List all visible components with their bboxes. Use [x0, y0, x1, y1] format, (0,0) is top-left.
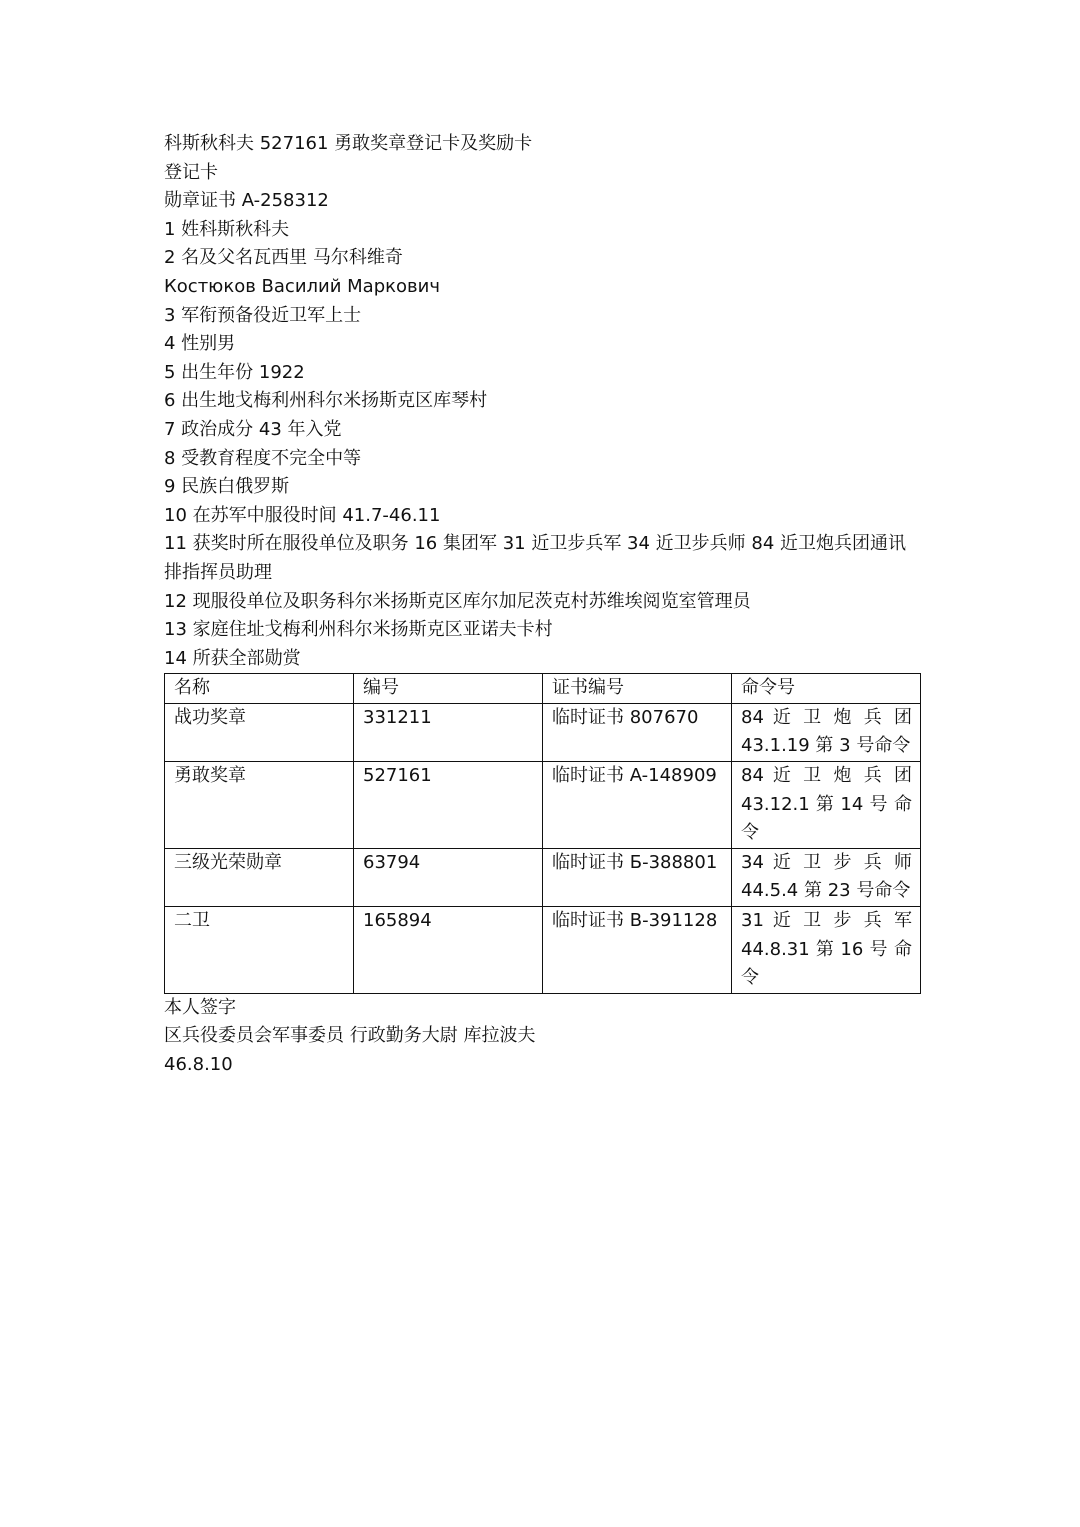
commissioner-line: 区兵役委员会军事委员 行政勤务大尉 库拉波夫	[164, 1025, 536, 1047]
header-order-number: 命令号	[732, 674, 921, 704]
header-award-number: 编号	[354, 674, 543, 704]
document-subtitle: 登记卡	[164, 161, 218, 183]
order-number-cell: 31 近 卫 步 兵 军 44.8.31 第 16 号 命 令	[732, 907, 921, 994]
award-number-cell: 63794	[354, 848, 543, 906]
field-home-address: 13 家庭住址戈梅利州科尔米扬斯克区亚诺夫卡村	[164, 619, 553, 641]
award-number-cell: 527161	[354, 762, 543, 849]
field-nationality: 9 民族白俄罗斯	[164, 476, 290, 498]
award-number-cell: 331211	[354, 703, 543, 761]
certificate-number-cell: 临时证书 B-391128	[543, 907, 732, 994]
certificate-number-cell: 临时证书 807670	[543, 703, 732, 761]
field-gender: 4 性别男	[164, 333, 236, 355]
certificate-number-cell: 临时证书 A-148909	[543, 762, 732, 849]
table-row	[165, 703, 921, 761]
certificate-number: 勋章证书 A-258312	[164, 190, 329, 212]
awards-table	[164, 673, 921, 994]
header-certificate-number: 证书编号	[543, 674, 732, 704]
document-body	[164, 130, 920, 1080]
field-name-patronymic: 2 名及父名瓦西里 马尔科维奇	[164, 247, 403, 269]
award-name-cell: 战功奖章	[165, 703, 354, 761]
field-current-unit: 12 现服役单位及职务科尔米扬斯克区库尔加尼茨克村苏维埃阅览室管理员	[164, 590, 751, 612]
field-birth-year: 5 出生年份 1922	[164, 361, 305, 383]
field-service-period: 10 在苏军中服役时间 41.7-46.11	[164, 504, 441, 526]
table-row	[165, 907, 921, 994]
field-political-status: 7 政治成分 43 年入党	[164, 418, 342, 440]
order-number-cell: 84 近 卫 炮 兵 团 43.12.1 第 14 号 命 令	[732, 762, 921, 849]
award-name-cell: 三级光荣勋章	[165, 848, 354, 906]
order-number-cell: 84 近 卫 炮 兵 团 43.1.19 第 3 号命令	[732, 703, 921, 761]
field-russian-name: Костюков Василий Маркович	[164, 275, 440, 297]
document-title: 科斯秋科夫 527161 勇敢奖章登记卡及奖励卡	[164, 133, 533, 154]
field-all-awards: 14 所获全部勋赏	[164, 647, 301, 669]
award-number-cell: 165894	[354, 907, 543, 994]
header-award-name: 名称	[165, 674, 354, 704]
award-name-cell: 勇敢奖章	[165, 762, 354, 849]
table-row	[165, 762, 921, 849]
table-row	[165, 848, 921, 906]
certificate-number-cell: 临时证书 Б-388801	[543, 848, 732, 906]
signature-line: 本人签字	[164, 996, 236, 1018]
award-name-cell: 二卫	[165, 907, 354, 994]
field-unit-at-award: 11 获奖时所在服役单位及职务 16 集团军 31 近卫步兵军 34 近卫步兵师 84 近卫炮兵团通讯排指挥员助理	[164, 533, 907, 583]
field-surname: 1 姓科斯秋科夫	[164, 218, 290, 240]
document-date: 46.8.10	[164, 1054, 233, 1075]
table-header-row	[165, 674, 921, 704]
field-birthplace: 6 出生地戈梅利州科尔米扬斯克区库琴村	[164, 390, 488, 412]
field-rank: 3 军衔预备役近卫军上士	[164, 304, 362, 326]
field-education: 8 受教育程度不完全中等	[164, 447, 362, 469]
order-number-cell: 34 近 卫 步 兵 师 44.5.4 第 23 号命令	[732, 848, 921, 906]
